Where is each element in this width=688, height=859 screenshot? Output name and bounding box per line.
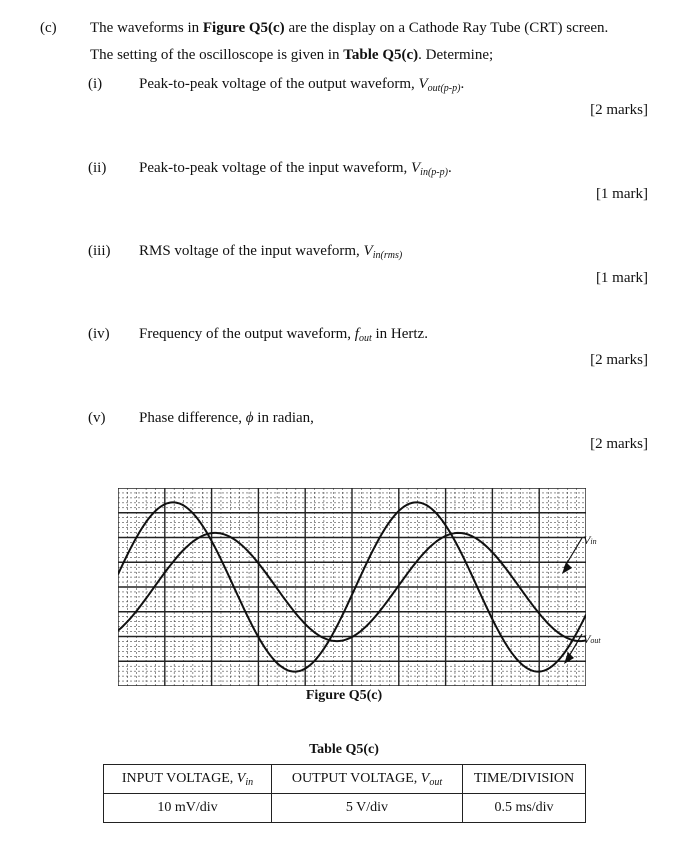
intro-text: The setting of the oscilloscope is given in (90, 47, 344, 63)
marks: [2 marks] (590, 352, 648, 368)
header-output-voltage (272, 765, 463, 794)
variable-subscript: out (429, 776, 443, 788)
variable-subscript: in(p-p) (420, 167, 448, 178)
header-time-division: TIME/DIVISION (463, 765, 586, 794)
vout-label (583, 632, 601, 647)
variable-subscript: in (245, 776, 254, 788)
item-tail: in radian, (253, 410, 314, 426)
item-tail: . (447, 160, 452, 176)
variable-subscript: out (358, 333, 372, 344)
table-row (104, 794, 586, 823)
variable: V (418, 76, 428, 92)
item-number: (iv) (88, 326, 110, 342)
table-caption: Table Q5(c) (309, 742, 379, 757)
header-input-voltage (104, 765, 272, 794)
vin-label (583, 533, 597, 548)
item-text (139, 160, 452, 178)
item-number: (i) (88, 76, 103, 92)
marks: [2 marks] (590, 436, 648, 452)
cell-output-voltage: 5 V/div (272, 794, 463, 823)
part-label: (c) (40, 20, 57, 36)
item-text (139, 410, 314, 427)
marks: [1 mark] (595, 270, 648, 286)
table-header-row (104, 765, 586, 794)
item-number: (ii) (88, 160, 107, 176)
vout-arrowhead (564, 652, 574, 664)
intro-text: The waveforms in (90, 20, 203, 36)
intro-text: are the display on a Cathode Ray Tube (CRT) screen. (284, 20, 609, 36)
header-text: INPUT VOLTAGE, (121, 770, 237, 786)
item-tail: in Hertz. (371, 326, 428, 342)
marks: [2 marks] (590, 102, 648, 118)
item-body: Phase difference, (139, 410, 246, 426)
item-body: RMS voltage of the input waveform, (139, 243, 364, 259)
header-text: OUTPUT VOLTAGE, (291, 770, 421, 786)
variable: V (411, 160, 421, 176)
item-text (139, 326, 428, 344)
intro-text: . Determine; (418, 47, 494, 63)
vin-arrowhead (562, 562, 572, 574)
item-body: Peak-to-peak voltage of the input waveform, (139, 160, 411, 176)
figure-caption: Figure Q5(c) (305, 688, 383, 703)
oscilloscope-settings-table (103, 764, 586, 823)
vin-label-sub: in (590, 537, 597, 546)
variable: ϕ (245, 410, 254, 426)
vout-label-main: V (583, 632, 591, 646)
item-number: (v) (88, 410, 106, 426)
vin-label-main: V (583, 533, 591, 547)
cell-time-division: 0.5 ms/div (463, 794, 586, 823)
crt-display (118, 488, 586, 686)
item-body: Frequency of the output waveform, (139, 326, 355, 342)
item-tail: . (460, 76, 465, 92)
table-ref: Table Q5(c) (343, 47, 419, 63)
variable-subscript: out(p-p) (427, 83, 461, 94)
item-text (139, 76, 464, 94)
waveform-labels (560, 530, 620, 670)
intro-line-1 (90, 20, 608, 37)
variable: V (420, 770, 430, 786)
variable: f (354, 326, 359, 342)
item-text (139, 243, 402, 261)
variable: V (236, 770, 246, 786)
vout-label-sub: out (590, 636, 601, 645)
variable: V (363, 243, 373, 259)
cell-input-voltage: 10 mV/div (104, 794, 272, 823)
item-body: Peak-to-peak voltage of the output waveform, (139, 76, 419, 92)
variable-subscript: in(rms) (372, 250, 403, 261)
marks: [1 mark] (595, 186, 648, 202)
item-number: (iii) (88, 243, 111, 259)
figure-ref: Figure Q5(c) (202, 20, 285, 36)
intro-line-2 (90, 47, 493, 64)
